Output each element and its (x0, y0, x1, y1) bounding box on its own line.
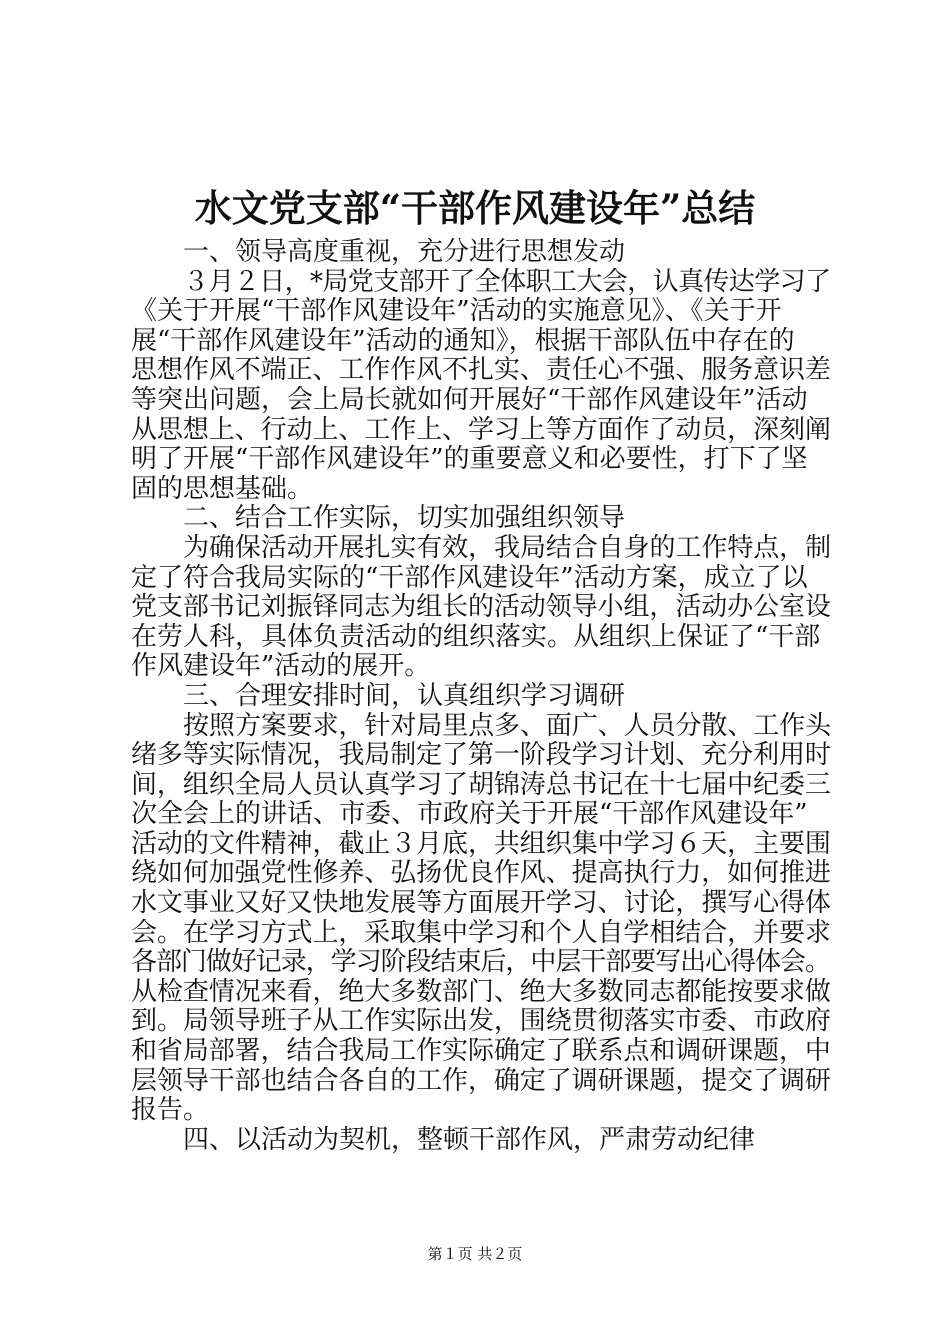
document-title: 水文党支部“干部作风建设年”总结 (194, 186, 756, 230)
text-line: 等突出问题，会上局长就如何开展好“干部作风建设年”活动 (131, 384, 808, 415)
document-body (131, 238, 831, 1155)
text-line: 三、合理安排时间，认真组织学习调研 (183, 680, 626, 711)
text-line: 活动的文件精神，截止３月底，共组织集中学习６天，主要围 (131, 828, 831, 859)
text-line: 各部门做好记录，学习阶段结束后，中层干部要写出心得体会。 (131, 947, 830, 978)
text-line: 和省局部署，结合我局工作实际确定了联系点和调研课题，中 (131, 1036, 831, 1067)
text-line: 固的思想基础。 (131, 473, 314, 504)
text-line: 水文事业又好又快地发展等方面展开学习、讨论，撰写心得体 (131, 888, 831, 919)
text-line: 《关于开展“干部作风建设年”活动的实施意见》、《关于开 (131, 296, 782, 327)
text-line: 绪多等实际情况，我局制定了第一阶段学习计划、充分利用时 (131, 740, 831, 771)
text-line: 次全会上的讲话、市委、市政府关于开展“干部作风建设年” (131, 799, 808, 830)
text-line: 一、领导高度重视，充分进行思想发动 (183, 237, 626, 267)
text-line: 展“干部作风建设年”活动的通知》，根据干部队伍中存在的 (131, 325, 795, 356)
text-line: 从思想上、行动上、工作上、学习上等方面作了动员，深刻阐 (131, 414, 831, 445)
text-line: 按照方案要求，针对局里点多、面广、人员分散、工作头 (183, 710, 832, 741)
text-line: 定了符合我局实际的“干部作风建设年”活动方案，成立了以 (131, 562, 808, 593)
text-line: 四、以活动为契机，整顿干部作风，严肃劳动纪律 (183, 1124, 756, 1155)
text-line: 到。局领导班子从工作实际出发，围绕贯彻落实市委、市政府 (131, 1006, 831, 1037)
text-line: 作风建设年”活动的展开。 (131, 651, 431, 682)
text-line: 二、结合工作实际，切实加强组织领导 (183, 503, 626, 534)
text-line: 会。在学习方式上，采取集中学习和个人自学相结合，并要求 (131, 917, 831, 948)
text-line: 绕如何加强党性修养、弘扬优良作风、提高执行力，如何推进 (131, 858, 831, 889)
text-line: 层领导干部也结合各自的工作，确定了调研课题，提交了调研 (131, 1065, 831, 1096)
text-line: 明了开展“干部作风建设年”的重要意义和必要性，打下了坚 (131, 444, 808, 475)
text-line: 思想作风不端正、工作作风不扎实、责任心不强、服务意识差 (131, 355, 831, 386)
page-footer: 第１页 共２页 (427, 1245, 523, 1263)
text-line: 从检查情况来看，绝大多数部门、绝大多数同志都能按要求做 (131, 976, 831, 1007)
text-line: 在劳人科，具体负责活动的组织落实。从组织上保证了“干部 (131, 621, 821, 652)
text-line: 党支部书记刘振铎同志为组长的活动领导小组，活动办公室设 (131, 592, 831, 623)
text-line: 报告。 (131, 1095, 210, 1126)
text-line: 间，组织全局人员认真学习了胡锦涛总书记在十七届中纪委三 (131, 769, 831, 800)
text-line: ３月２日，*局党支部开了全体职工大会，认真传达学习了 (183, 266, 831, 297)
text-line: 为确保活动开展扎实有效，我局结合自身的工作特点，制 (183, 532, 832, 563)
